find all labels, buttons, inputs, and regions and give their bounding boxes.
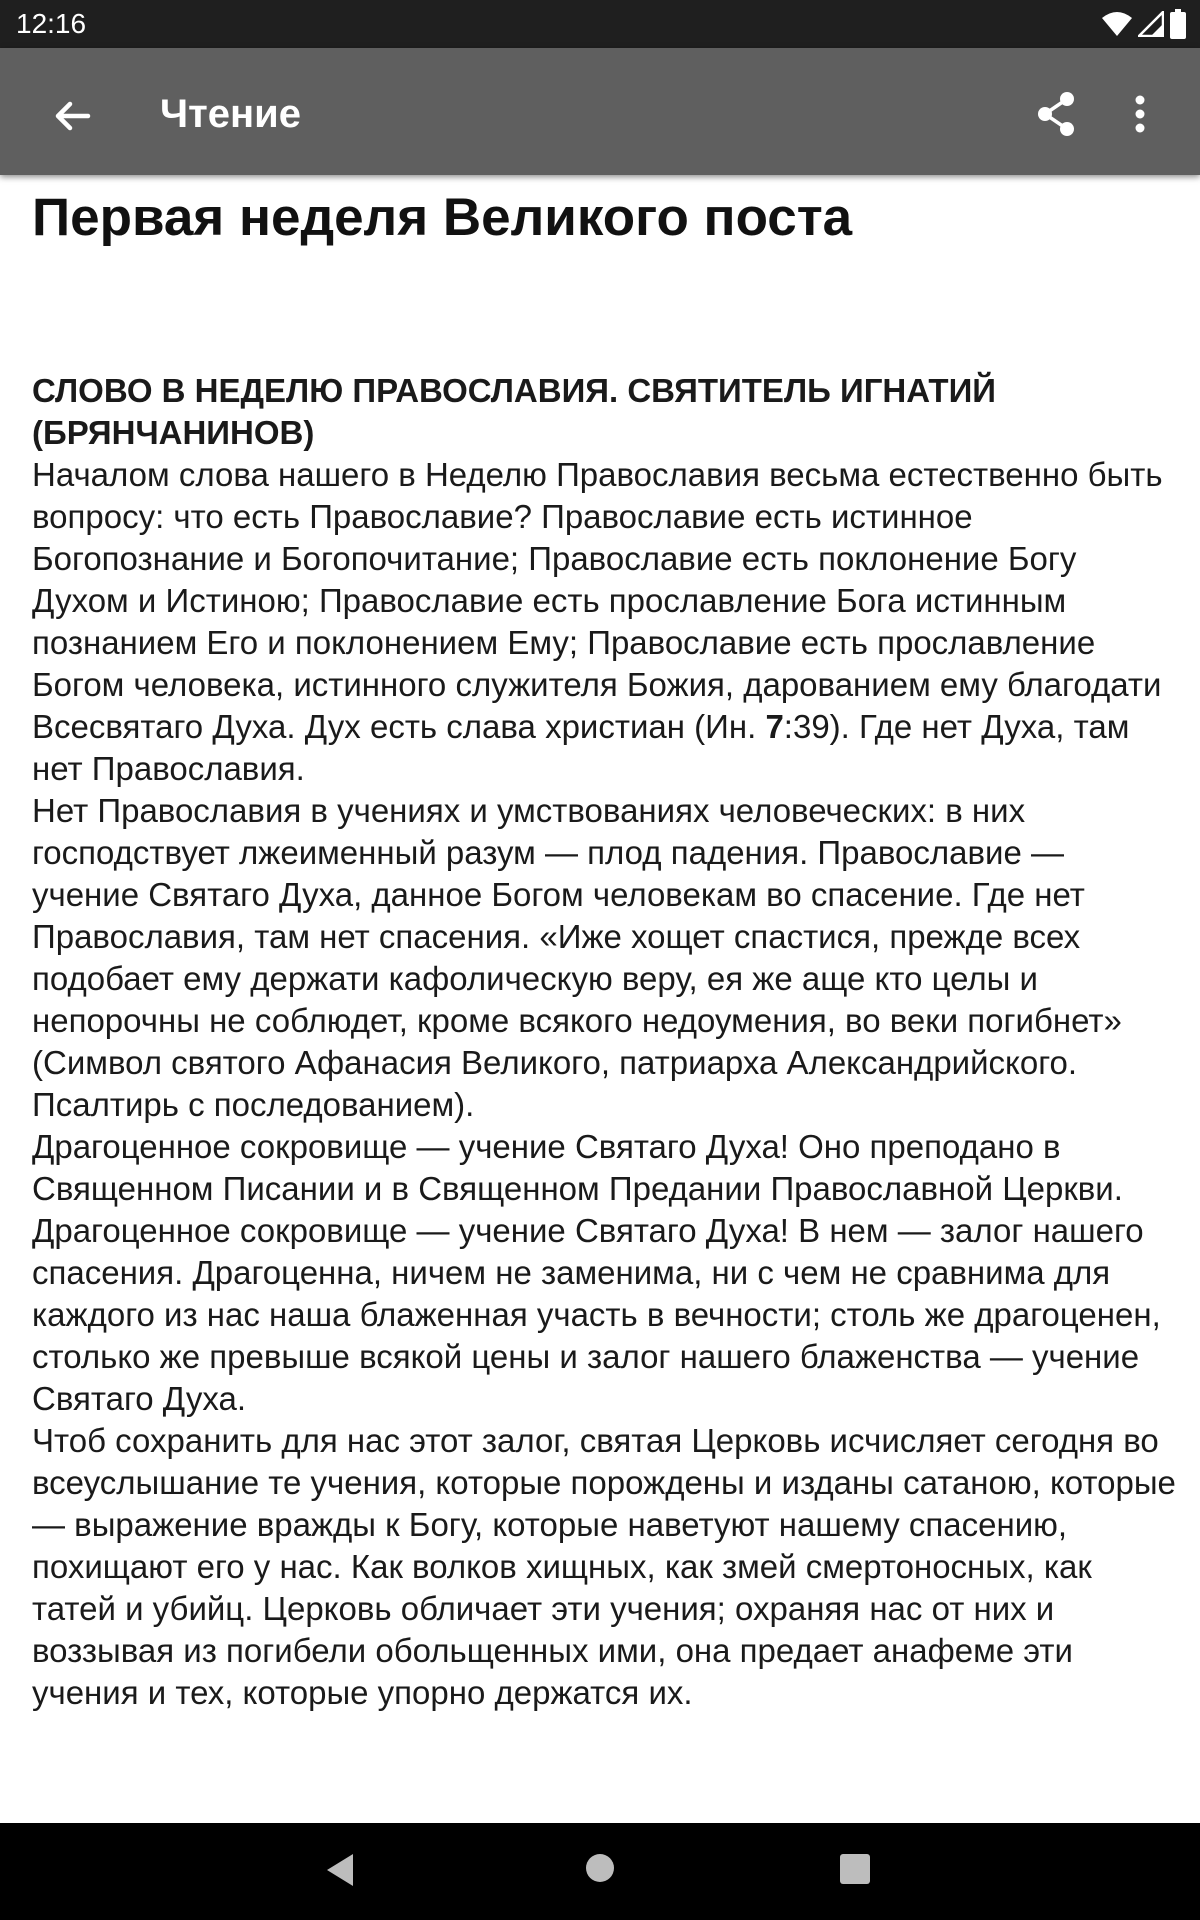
paragraph-text: :39). Где нет Духа, там нет Православия. bbox=[32, 708, 1130, 787]
share-button[interactable] bbox=[1030, 88, 1082, 140]
article-paragraph bbox=[32, 454, 1177, 790]
article-body bbox=[32, 454, 1177, 1714]
nav-home-icon bbox=[585, 1853, 615, 1883]
nav-back-button[interactable] bbox=[323, 1851, 357, 1894]
arrow-back-icon bbox=[44, 88, 100, 144]
status-bar bbox=[0, 0, 1200, 48]
article-paragraph: Драгоценное сокровище — учение Святаго Духа! Оно преподано в Священном Писании и в Священном Предании Православной Церкви. Драгоценное сокровище — учение Святаго Духа! В нем — залог нашего спасения. Драгоценна, ничем не заменима, ни с чем не сравнима для каждого из нас наша блаженная участь в вечности; столь же драгоценен, столько же превыше всякой цены и залог нашего блаженства — учение Святаго Духа. bbox=[32, 1128, 1161, 1417]
app-bar bbox=[0, 48, 1200, 175]
article-heading: СЛОВО В НЕДЕЛЮ ПРАВОСЛАВИЯ. СВЯТИТЕЛЬ ИГНАТИЙ (БРЯНЧАНИНОВ) bbox=[32, 372, 997, 451]
back-button[interactable] bbox=[44, 88, 100, 144]
paragraph-text: Началом слова нашего в Неделю Православия весьма естественно быть вопросу: что есть Православие? Православие есть истинное Богопознание и Богопочитание; Православие есть поклонение Богу Духом и Истиною; Православие есть прославление Бога истинным познанием Его и поклонением Ему; Православие есть прославление Богом человека, истинного служителя Божия, дарованием ему благодати Всесвятаго Духа. Дух есть слава христиан (Ин. bbox=[32, 456, 1163, 745]
battery-icon bbox=[1170, 9, 1186, 39]
reading-content[interactable] bbox=[0, 175, 1200, 1823]
navigation-bar bbox=[0, 1823, 1200, 1920]
status-time: 12:16 bbox=[16, 8, 87, 39]
article-text bbox=[32, 370, 1177, 1714]
signal-icon bbox=[1138, 11, 1164, 37]
article-paragraph: Нет Православия в учениях и умствованиях человеческих: в них господствует лжеименный разум — плод падения. Православие — учение Святаго Духа, данное Богом человекам во спасение. Где нет Православия, там нет спасения. «Иже хощет спастися, прежде всех подобает ему держати кафолическую веру, ея же аще кто целы и непорочны не соблюдет, кроме всякого недоумения, во веки погибнет» (Символ святого Афанасия Великого, патриарха Александрийского. Псалтирь с последованием). bbox=[32, 792, 1122, 1123]
nav-recents-button[interactable] bbox=[840, 1854, 870, 1889]
nav-home-button[interactable] bbox=[585, 1853, 615, 1888]
more-options-button[interactable] bbox=[1118, 88, 1162, 140]
share-icon bbox=[1030, 88, 1082, 140]
status-icons bbox=[1102, 8, 1186, 40]
nav-back-icon bbox=[323, 1851, 357, 1889]
article-paragraph: Чтоб сохранить для нас этот залог, святая Церковь исчисляет сегодня во всеуслышание те учения, которые порождены и изданы сатаною, которые — выражение вражды к Богу, которые наветуют нашему спасению, похищают его у нас. Как волков хищных, как змей смертоносных, как татей и убийц. Церковь обличает эти учения; охраняя нас от них и воззывая из погибели обольщенных ими, она предает анафеме эти учения и тех, которые упорно держатся их. bbox=[32, 1422, 1176, 1711]
nav-recents-icon bbox=[840, 1854, 870, 1884]
app-title: Чтение bbox=[160, 92, 301, 136]
wifi-icon bbox=[1102, 11, 1132, 37]
article-title: Первая неделя Великого поста bbox=[32, 188, 853, 247]
verse-number: 7 bbox=[765, 708, 784, 745]
more-vert-icon bbox=[1118, 88, 1162, 140]
